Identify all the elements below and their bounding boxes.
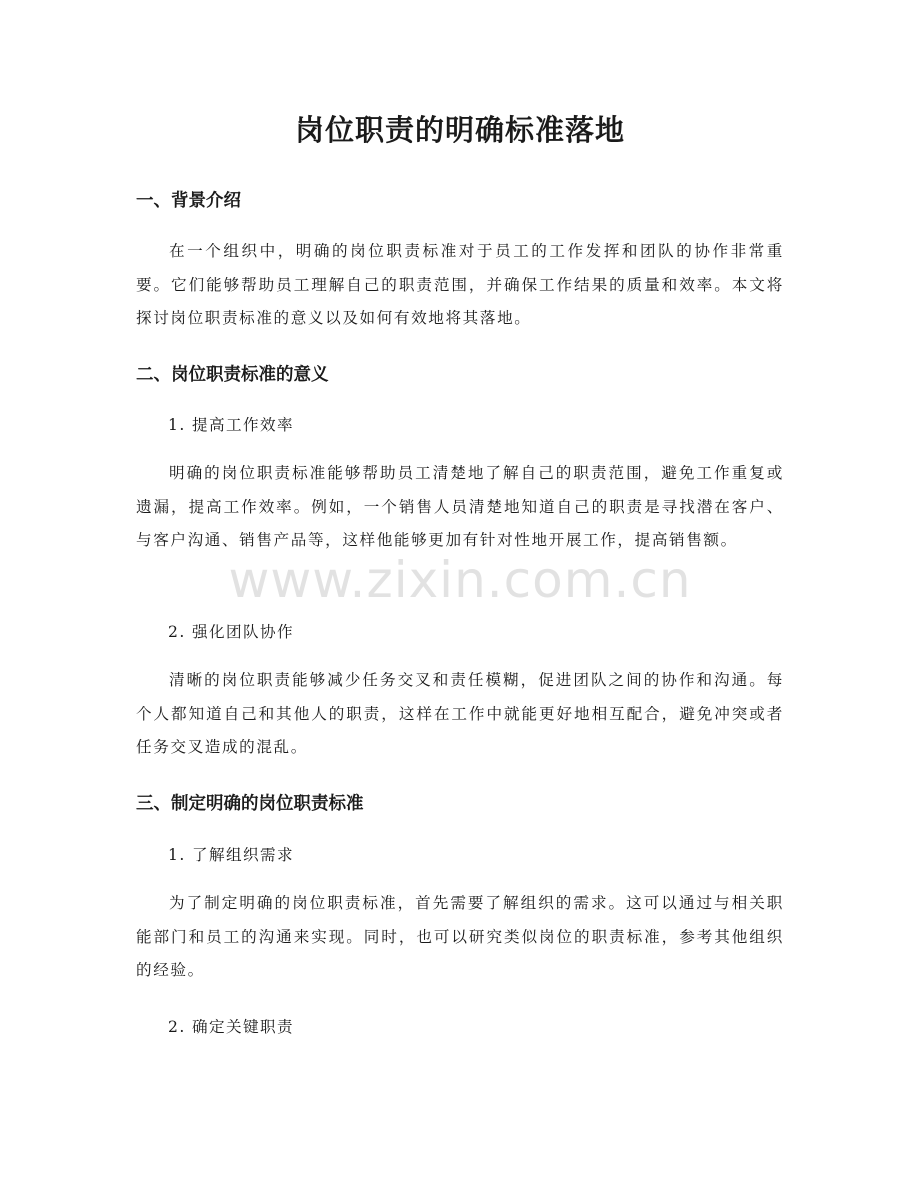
paragraph-efficiency: 明确的岗位职责标准能够帮助员工清楚地了解自己的职责范围，避免工作重复或遗漏，提高工作效率。例如，一个销售人员清楚地知道自己的职责是寻找潜在客户、与客户沟通、销售产品等，这样他能够更加有针对性地开展工作，提高销售额。: [136, 464, 784, 550]
section-heading-background: 一、背景介绍: [136, 191, 241, 211]
watermark: www.zixin.com.cn: [228, 551, 692, 609]
paragraph-teamwork: 清晰的岗位职责能够减少任务交叉和责任模糊，促进团队之间的协作和沟通。每个人都知道自己和其他人的职责，这样在工作中就能更好地相互配合，避免冲突或者任务交叉造成的混乱。: [136, 671, 784, 757]
subheading-teamwork: 2. 强化团队协作: [168, 623, 294, 641]
paragraph-background: 在一个组织中，明确的岗位职责标准对于员工的工作发挥和团队的协作非常重要。它们能够帮助员工理解自己的职责范围，并确保工作结果的质量和效率。本文将探讨岗位职责标准的意义以及如何有效地将其落地。: [136, 242, 784, 328]
document-title: 岗位职责的明确标准落地: [294, 113, 625, 147]
paragraph-org-needs: 为了制定明确的岗位职责标准，首先需要了解组织的需求。这可以通过与相关职能部门和员工的沟通来实现。同时，也可以研究类似岗位的职责标准，参考其他组织的经验。: [136, 894, 784, 980]
subheading-key-duties: 2. 确定关键职责: [168, 1018, 294, 1036]
subheading-efficiency: 1. 提高工作效率: [168, 416, 294, 434]
section-heading-significance: 二、岗位职责标准的意义: [136, 365, 329, 385]
subheading-org-needs: 1. 了解组织需求: [168, 846, 294, 864]
section-heading-formulation: 三、制定明确的岗位职责标准: [136, 794, 364, 814]
